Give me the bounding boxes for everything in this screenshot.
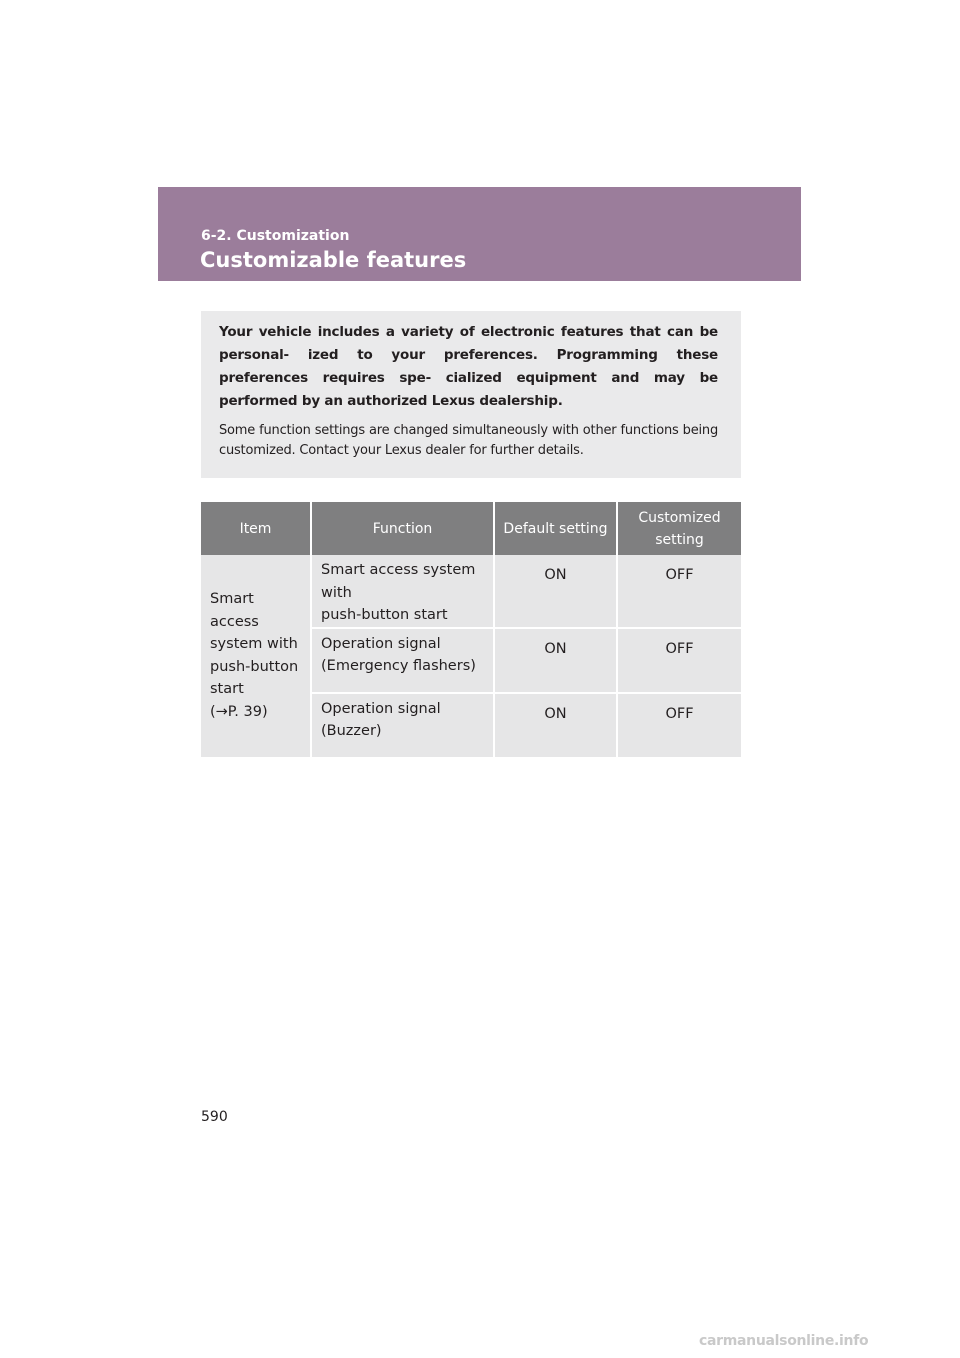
customized-setting-cell: OFF [617, 693, 741, 758]
function-line2: (Buzzer) [321, 723, 382, 739]
item-cell [201, 555, 311, 758]
customized-setting-cell: OFF [617, 628, 741, 693]
intro-box [201, 311, 741, 478]
header-customized-line1: Customized [638, 509, 721, 526]
default-setting-cell: ON [494, 555, 617, 628]
function-line1: Smart access system with [321, 562, 476, 601]
watermark: carmanualsonline.info [699, 1333, 869, 1349]
item-line4: start [210, 681, 244, 698]
item-line2: system with [210, 636, 298, 653]
section-header [158, 187, 801, 281]
function-line1: Operation signal [321, 700, 441, 717]
page-number: 590 [201, 1109, 228, 1125]
table-row [201, 555, 741, 628]
intro-text: Your vehicle includes a variety of electronic features that can be personal- ized to your preferences. Programming these preferences requires spe- cialized equipment and may be performed by an authorized Lexus dealership. [219, 324, 718, 409]
customized-setting-cell: OFF [617, 555, 741, 628]
item-line1: Smart access [210, 591, 259, 630]
page-reference-link[interactable]: (→P. 39) [210, 703, 268, 720]
function-line2: (Emergency flashers) [321, 658, 476, 674]
default-setting-cell: ON [494, 628, 617, 693]
function-cell [311, 628, 494, 693]
header-function: Function [311, 502, 494, 555]
page-title: Customizable features [200, 248, 467, 272]
function-line2: push-button start [321, 607, 448, 623]
function-cell [311, 693, 494, 758]
default-setting-cell: ON [494, 693, 617, 758]
function-cell [311, 555, 494, 628]
table-header-row [201, 502, 741, 555]
header-item: Item [201, 502, 311, 555]
header-customized-line2: setting [655, 531, 704, 548]
intro-note: Some function settings are changed simultaneously with other functions being customized. Contact your Lexus dealer for further details. [219, 423, 718, 458]
header-customized-setting [617, 502, 741, 555]
section-label: 6-2. Customization [201, 228, 350, 244]
customization-table [201, 502, 741, 759]
header-default-setting: Default setting [494, 502, 617, 555]
function-line1: Operation signal [321, 635, 441, 652]
item-line3: push-button [210, 658, 299, 675]
